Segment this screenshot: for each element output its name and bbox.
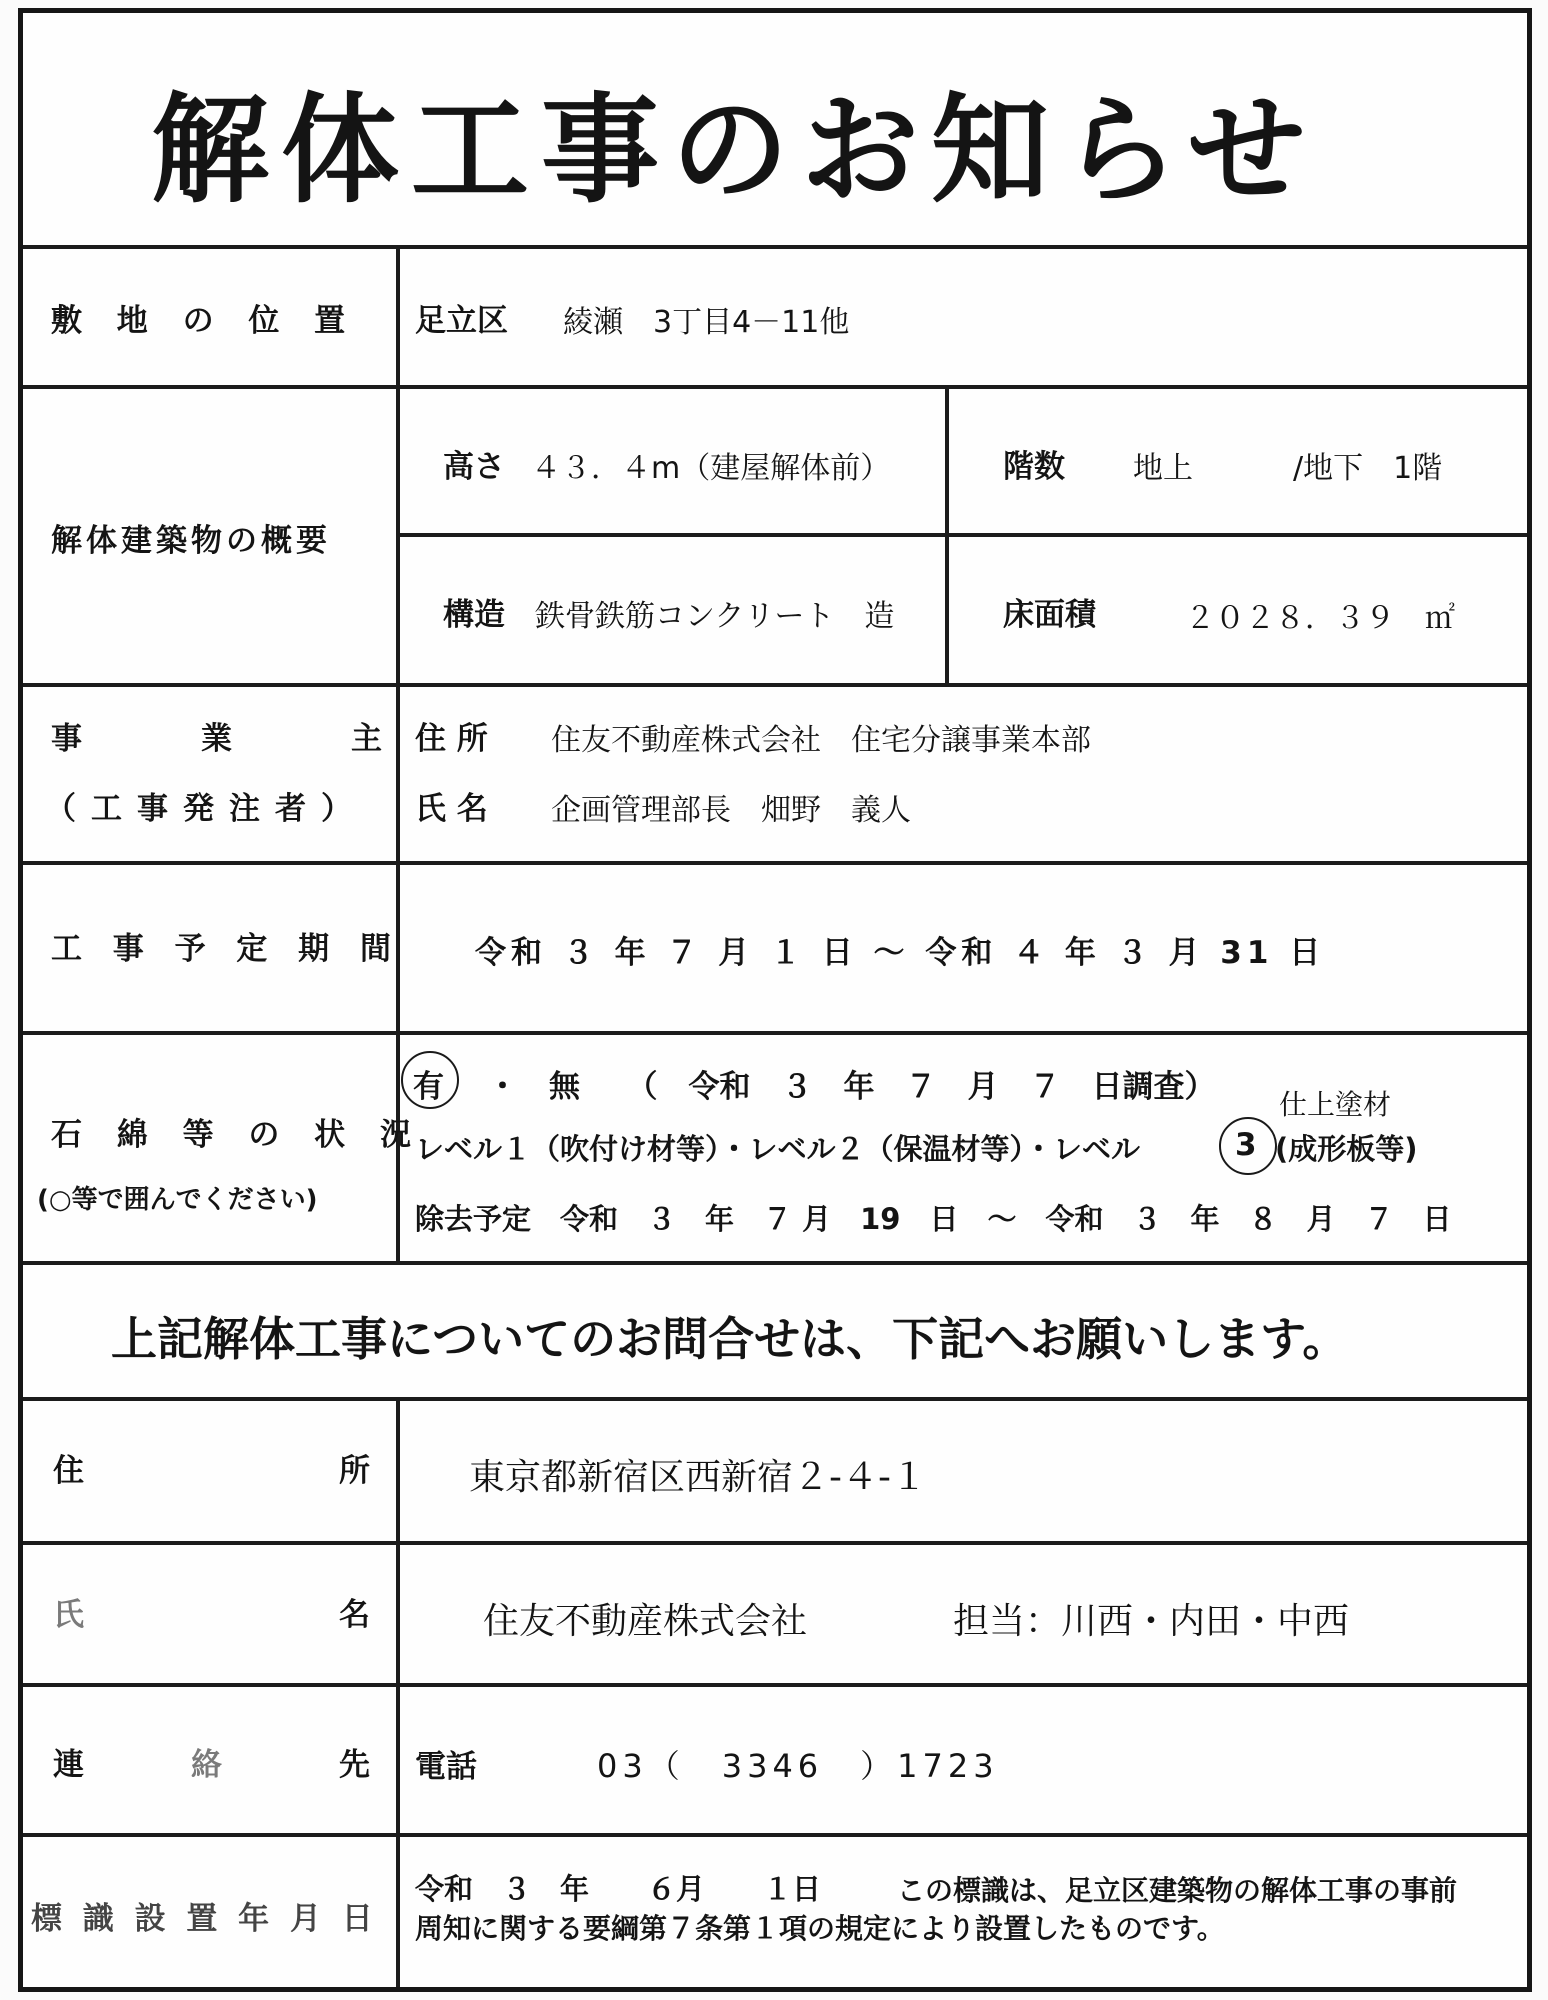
divider	[23, 385, 1527, 389]
floors-below: /地下 1階	[1293, 451, 1443, 486]
building-overview-label: 解体建築物の概要	[51, 523, 331, 559]
asbestos-survey: ・ 無 （ 令和 ３ 年 ７ 月 ７ 日調査）	[487, 1069, 1216, 1105]
asbestos-level-selected: 3	[1235, 1127, 1257, 1163]
asbestos-level-type: (成形板等)	[1275, 1132, 1418, 1166]
owner-label: 事 業 主	[51, 721, 426, 757]
divider	[23, 1031, 1527, 1035]
owner-name-value: 企画管理部長 畑野 義人	[551, 793, 911, 828]
site-location-label: 敷 地 の 位 置	[51, 303, 358, 339]
floors-above: 地上	[1133, 451, 1193, 486]
divider	[23, 1541, 1527, 1545]
contact-address-value: 東京都新宿区西新宿２-４-１	[469, 1457, 927, 1498]
site-location-ward: 足立区	[415, 303, 508, 339]
height-value: ４３．４m（建屋解体前）	[531, 451, 891, 486]
divider	[23, 683, 1527, 687]
contact-phone-label: 連	[53, 1747, 85, 1783]
asbestos-removal: 除去予定 令和 ３ 年 ７ 月 19 日 ～ 令和 ３ 年 ８ 月 ７ 日	[415, 1202, 1452, 1236]
schedule-label: 工 事 予 定 期 間	[51, 931, 401, 967]
contact-address-label-end: 所	[339, 1453, 371, 1489]
contact-name-label-end: 名	[339, 1597, 371, 1633]
floors-label: 階数	[1003, 449, 1065, 485]
phone-number: 03（ 3346 ）1723	[597, 1747, 999, 1785]
owner-address-label: 住 所	[415, 721, 488, 757]
divider	[400, 533, 1527, 537]
divider	[23, 1397, 1527, 1401]
contact-staff: 担当：川西・内田・中西	[953, 1601, 1350, 1642]
asbestos-levels: レベル１（吹付け材等）・レベル２（保温材等）・レベル	[415, 1132, 1141, 1166]
owner-label-sub: （工事発注者）	[45, 791, 367, 827]
structure-value: 鉄骨鉄筋コンクリート 造	[535, 599, 895, 634]
structure-label: 構造	[443, 597, 505, 633]
divider	[23, 861, 1527, 865]
handwritten-note: 仕上塗材	[1279, 1088, 1392, 1121]
phone-prefix: 電話	[415, 1749, 477, 1785]
asbestos-label-sub: (○等で囲んでください)	[37, 1185, 318, 1215]
divider	[23, 245, 1527, 249]
owner-address-value: 住友不動産株式会社 住宅分譲事業本部	[551, 723, 1091, 758]
site-location-address: 綾瀬 3丁目4－11他	[563, 305, 850, 340]
sign-note-line1: この標識は、足立区建築物の解体工事の事前	[897, 1874, 1458, 1907]
asbestos-presence: 有	[413, 1069, 444, 1105]
notice-board	[18, 8, 1532, 1992]
divider	[23, 1261, 1527, 1265]
height-label: 高さ	[443, 449, 505, 485]
floor-area-label: 床面積	[1003, 597, 1096, 633]
floor-area-value: ２０２８．３９ ㎡	[1185, 601, 1455, 636]
contact-name-label: 氏	[53, 1597, 84, 1633]
contact-phone-label-end: 先	[339, 1747, 371, 1783]
label-column-divider	[396, 1397, 400, 1987]
sign-date-label: 標 識 設 置 年 月 日	[31, 1901, 378, 1937]
contact-phone-label-mid: 絡	[191, 1747, 222, 1783]
sign-note-line2: 周知に関する要綱第７条第１項の規定により設置したものです。	[415, 1912, 1225, 1945]
contact-address-label: 住	[53, 1453, 85, 1489]
asbestos-label: 石 綿 等 の 状 況	[51, 1117, 423, 1153]
owner-name-label: 氏 名	[415, 791, 488, 827]
contact-company: 住友不動産株式会社	[483, 1601, 808, 1642]
notice-title: 解体工事のお知らせ	[151, 81, 1318, 219]
divider	[23, 1683, 1527, 1687]
divider	[23, 1833, 1527, 1837]
overview-column-divider	[945, 385, 949, 683]
schedule-value: 令和 ３ 年 ７ 月 １ 日 ～ 令和 ４ 年 ３ 月 31 日	[475, 935, 1326, 971]
sign-date-value: 令和 ３ 年 ６月 １日	[415, 1872, 822, 1906]
inquiry-banner: 上記解体工事についてのお問合せは、下記へお願いします。	[111, 1312, 1349, 1366]
